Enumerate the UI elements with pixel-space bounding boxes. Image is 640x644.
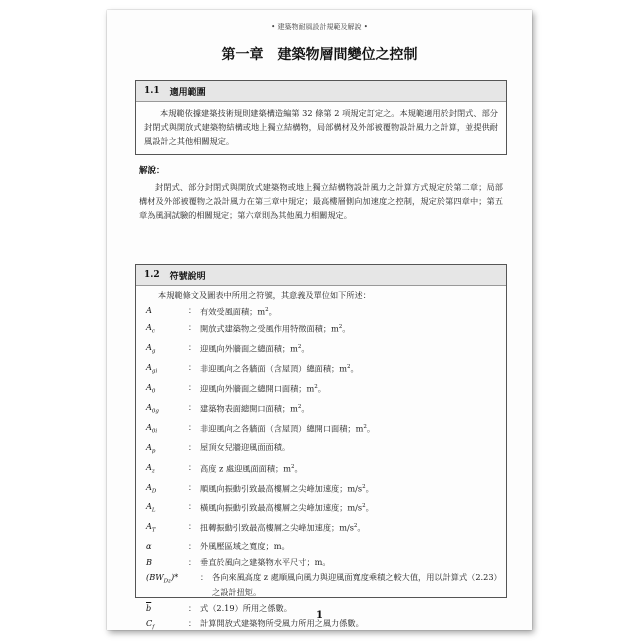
symbol-name: $A_0$	[146, 381, 156, 395]
symbol-name: $A_z$	[146, 461, 155, 475]
symbol-colon: ：	[188, 541, 197, 552]
symbol-definition: 計算開放式建築物所受風力所用之風力係數。	[200, 617, 364, 628]
symbol-name: α	[146, 541, 152, 552]
symbol-row	[146, 480, 498, 500]
symbol-row	[146, 420, 498, 440]
page-number: 1	[316, 610, 323, 621]
symbol-colon: ：	[188, 501, 197, 512]
symbol-name: $(BW_{Dz})*$	[146, 571, 179, 585]
symbol-row	[146, 400, 498, 420]
section-body: 本規範依據建築技術規則建築構造編第 32 條第 2 項規定訂定之。本規範適用於封閉式、部分封閉式與開放式建築物結構或地上獨立結構物，局部構材及外部被覆物設計風力之計算，並提供耐風設計之其他相關規定。	[144, 108, 498, 146]
symbol-colon: ：	[200, 571, 209, 582]
symbol-colon: ：	[188, 421, 197, 432]
document-page	[107, 10, 532, 630]
symbol-definition: 式（2.19）所用之係數。	[200, 602, 292, 613]
symbol-colon: ：	[188, 556, 197, 567]
symbol-definition: 非迎風向之各牆面（含屋頂）總面積；$m^2$。	[200, 363, 359, 374]
symbol-row	[146, 320, 498, 340]
running-header: • 建築物耐風設計規範及解說 •	[271, 23, 368, 31]
symbol-name: $A_T$	[146, 521, 156, 535]
symbol-definition: 外風壓區域之寬度；m。	[200, 541, 290, 552]
symbol-row	[146, 570, 498, 601]
symbol-row	[146, 303, 498, 320]
symbol-definition: 有效受風面積；$m^2$。	[200, 306, 277, 317]
symbol-definition: 非迎風向之各牆面（含屋頂）總開口面積；$m^2$。	[200, 423, 376, 434]
explanation-body: 封閉式、部分封閉式與開放式建築物或地上獨立結構物設計風力之計算方式規定於第二章；局部構材及外部被覆物之設計風力在第三章中規定；最高樓層側向加速度之控制，規定於第四章中；第五章為風洞試驗的相關規定；第六章則為其他風力相關規定。	[139, 182, 503, 220]
symbol-definition: 開放式建築物之受風作用特徵面積；$m^2$。	[200, 323, 351, 334]
section-heading	[136, 265, 506, 286]
symbol-colon: ：	[188, 341, 197, 352]
symbol-definition: 迎風向外牆面之總開口面積；$m^2$。	[200, 383, 326, 394]
symbol-name: A	[146, 305, 152, 315]
symbol-definition: 高度 z 處迎風面面積；$m^2$。	[200, 463, 303, 474]
symbol-name: $A_p$	[146, 441, 156, 455]
symbol-colon: ：	[188, 381, 197, 392]
symbol-definition: 橫風向振動引致最高樓層之尖峰加速度；$m/s^2$。	[200, 503, 374, 514]
symbol-row	[146, 499, 498, 519]
symbol-colon: ：	[188, 305, 197, 315]
symbol-row	[146, 519, 498, 539]
symbols-intro: 本規範條文及圖表中所用之符號，其意義及單位如下所述：	[158, 290, 371, 300]
symbol-name: $A_L$	[146, 501, 156, 515]
symbol-name: $C_f$	[146, 617, 155, 631]
section-box-symbols	[135, 264, 507, 631]
section-box-scope	[135, 80, 507, 155]
symbol-colon: ：	[188, 401, 197, 412]
symbol-definition: 各向來風高度 z 處順風向風力與迎風面寬度乘積之較大值，用以計算式（2.23）之設計扭矩。	[212, 571, 498, 598]
explanation-label: 解說：	[139, 166, 165, 176]
symbol-definition: 屋頂女兒牆迎風面面積。	[200, 441, 291, 452]
symbol-colon: ：	[188, 521, 197, 532]
symbol-row	[146, 360, 498, 380]
symbol-name: $A_{0g}$	[146, 401, 159, 415]
symbol-row	[146, 440, 498, 460]
symbol-colon: ：	[188, 461, 197, 472]
symbol-list	[136, 303, 506, 644]
symbol-colon: ：	[188, 361, 197, 372]
symbol-row	[146, 340, 498, 360]
symbol-definition: 迎風向外牆面之總面積；$m^2$。	[200, 343, 310, 354]
symbol-colon: ：	[188, 617, 197, 628]
symbol-colon: ：	[188, 441, 197, 452]
symbol-definition: 垂直於風向之建築物水平尺寸；m。	[200, 556, 331, 567]
symbol-colon: ：	[188, 322, 197, 333]
symbol-definition: 建築物表面總開口面積；$m^2$。	[200, 403, 310, 414]
symbol-name: $A_c$	[146, 322, 156, 335]
section-number: 1.1	[144, 86, 160, 96]
symbol-name: $A_D$	[146, 481, 157, 495]
symbol-name: $A_{0i}$	[146, 421, 158, 435]
symbol-colon: ：	[188, 602, 197, 613]
symbol-definition: 扭轉振動引致最高樓層之尖峰加速度；$m/s^2$。	[200, 523, 366, 534]
chapter-title: 第一章 建築物層間變位之控制	[221, 47, 418, 63]
symbol-definition: 順風向振動引致最高樓層之尖峰加速度；$m/s^2$。	[200, 483, 374, 494]
symbol-row	[146, 460, 498, 480]
symbol-row	[146, 380, 498, 400]
section-heading	[136, 81, 506, 102]
section-title: 符號說明	[169, 271, 206, 282]
symbol-row	[146, 539, 498, 554]
symbol-row	[146, 555, 498, 570]
symbol-colon: ：	[188, 481, 197, 492]
section-title: 適用範圍	[169, 87, 206, 98]
symbol-name: $\overline{b}$	[146, 602, 152, 613]
symbol-name: $A_{gi}$	[146, 361, 158, 375]
symbol-name: B	[146, 556, 153, 567]
section-number: 1.2	[144, 270, 160, 280]
symbol-name: $A_g$	[146, 341, 156, 355]
